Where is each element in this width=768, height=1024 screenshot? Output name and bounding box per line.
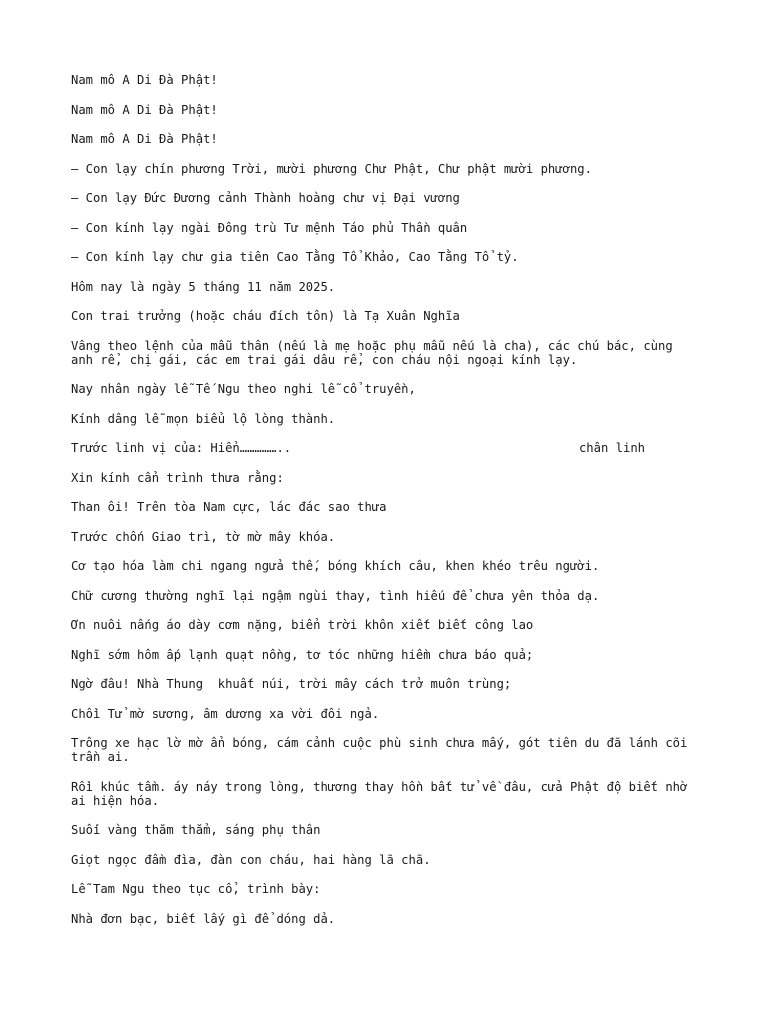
invocation-line: Nam mô A Di Đà Phật! — [71, 132, 218, 146]
verse-line: Nghĩ sớm hôm ấp lạnh quạt nồng, tơ tóc những hiềm chưa báo quả; — [71, 647, 534, 662]
invocation-line: Nam mô A Di Đà Phật! — [71, 73, 218, 87]
altar-line-left: Trước linh vị của: Hiển…………….. — [71, 441, 292, 455]
verse-paragraph: Rồi khúc tầm. áy náy trong lòng, thương thay hồn bất tử về đâu, cửa Phật độ biết nhờ ai hiện hóa. — [71, 779, 695, 808]
verse-paragraph: Trông xe hạc lờ mờ ẩn bóng, cám cảnh cuộc phù sinh chưa mấy, gót tiên du đã lánh cõi trần ai. — [71, 736, 695, 764]
verse-line: Xin kính cẩn trình thưa rằng: — [71, 470, 284, 485]
verse-line: Lễ Tam Ngu theo tục cổ, trình bày: — [71, 882, 321, 896]
verse-line: Ơn nuôi nấng áo dày cơm nặng, biển trời khôn xiết biết công lao — [71, 618, 534, 632]
verse-line: Trước chốn Giao trì, tờ mờ mây khóa. — [71, 529, 336, 544]
verse-line: Suối vàng thăm thẳm, sáng phụ thân — [71, 823, 321, 837]
prayer-line: – Con lạy Đức Đương cảnh Thành hoàng chư vị Đại vương — [71, 191, 460, 205]
verse-line: Ngờ đâu! Nhà Thung khuất núi, trời mây cách trở muôn trùng; — [71, 677, 512, 691]
prayer-line: – Con lạy chín phương Trời, mười phương Chư Phật, Chư phật mười phương. — [71, 161, 592, 176]
celebrant-line: Con trai trưởng (hoặc cháu đích tôn) là Tạ Xuân Nghĩa — [71, 309, 460, 323]
date-line: Hôm nay là ngày 5 tháng 11 năm 2025. — [71, 279, 336, 294]
verse-line: Giọt ngọc đầm đìa, đàn con cháu, hai hàng lã chã. — [71, 852, 431, 867]
ceremony-line: Nay nhân ngày lễ Tế Ngu theo nghi lễ cổ truyền, — [71, 382, 416, 396]
offering-line: Kính dâng lễ mọn biểu lộ lòng thành. — [71, 411, 336, 426]
verse-line: Nhà đơn bạc, biết lấy gì để dóng dả. — [71, 911, 336, 926]
invocation-line: Nam mô A Di Đà Phật! — [71, 102, 218, 117]
prayer-line: – Con kính lạy ngài Đông trù Tư mệnh Táo phủ Thần quân — [71, 220, 468, 235]
verse-line: Than ôi! Trên tòa Nam cực, lác đác sao thưa — [71, 500, 387, 514]
document-body — [71, 73, 696, 941]
prayer-line: – Con kính lạy chư gia tiên Cao Tằng Tổ Khảo, Cao Tằng Tổ tỷ. — [71, 250, 519, 264]
verse-line: Chữ cương thường nghĩ lại ngậm ngùi thay, tình hiếu để chưa yên thỏa dạ. — [71, 588, 600, 603]
family-paragraph: Vâng theo lệnh của mẫu thân (nếu là mẹ hoặc phụ mẫu nếu là cha), các chú bác, cùng anh rể, chị gái, các em trai gái dâu rể, con cháu nội ngoại kính lạy. — [71, 338, 681, 367]
altar-line — [71, 441, 645, 455]
altar-line-right: chân linh — [578, 441, 645, 455]
verse-line: Cơ tạo hóa làm chi ngang ngửa thế, bóng khích câu, khen khéo trêu người. — [71, 559, 600, 573]
verse-line: Chồi Tử mờ sương, âm dương xa vời đôi ngả. — [71, 706, 380, 721]
